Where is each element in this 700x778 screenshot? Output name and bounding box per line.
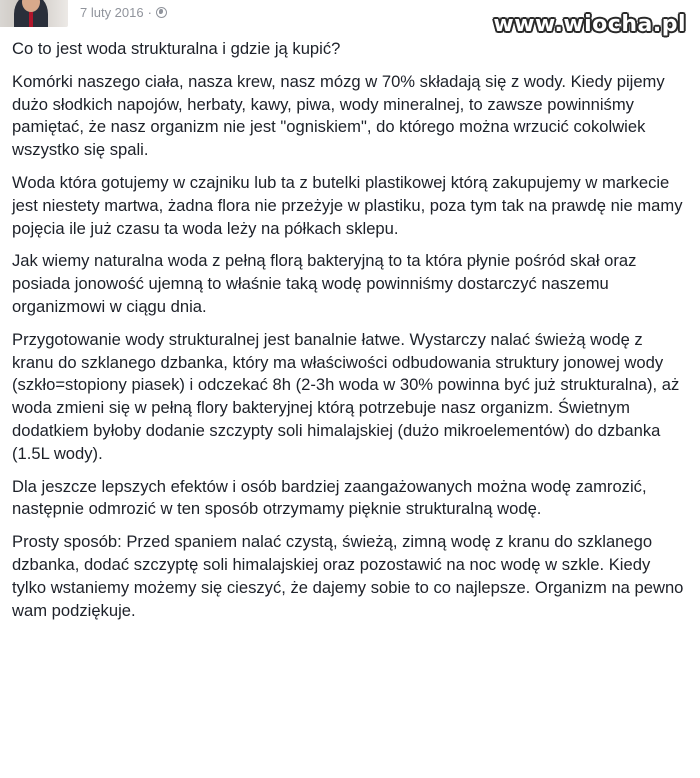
- timestamp-separator: ·: [147, 5, 152, 20]
- avatar-tie: [29, 12, 33, 27]
- post-paragraph: Dla jeszcze lepszych efektów i osób bardziej zaangażowanych można wodę zamrozić, następnie odmrozić w ten sposób otrzymamy pięknie strukturalną wodę.: [12, 476, 647, 519]
- post-paragraph: Przygotowanie wody strukturalnej jest banalnie łatwe. Wystarczy nalać świeżą wodę z kranu do szklanego dzbanka, który ma właściwości odbudowania struktury jonowej wody (szkło=stopiony piasek) i odczekać 8h (2-3h woda w 30% powinna być już strukturalna), aż woda zmieni się w pełną flory bakteryjnej którą potrzebuje nasz organizm. Świetnym dodatkiem byłoby dodanie szczypty soli himalajskiej (dużo mikroelementów) do dzbanka (1.5L wody).: [12, 329, 680, 463]
- avatar[interactable]: [0, 0, 68, 27]
- post-paragraph: Prosty sposób: Przed spaniem nalać czystą, świeżą, zimną wodę z kranu do szklanego dzbanka, dodać szczyptę soli himalajskiej oraz pozostawić na noc wodę w szkle. Kiedy tylko wstaniemy możemy się cieszyć, że dajemy sobie to co najlepsze. Organizm na pewno wam podziękuje.: [12, 532, 684, 620]
- site-watermark: www.wiocha.pl: [493, 12, 686, 37]
- post-timestamp-row: [80, 5, 167, 20]
- post-paragraph: Komórki naszego ciała, nasza krew, nasz mózg w 70% składają się z wody. Kiedy pijemy dużo słodkich napojów, herbaty, kawy, piwa, wody mineralnej, to zawsze powinniśmy pamiętać, że nasz organizm nie jest "ogniskiem", do którego można wrzucić cokolwiek wszystko się spali.: [12, 71, 665, 160]
- post-paragraph: Woda która gotujemy w czajniku lub ta z butelki plastikowej którą zakupujemy w markecie jest niestety martwa, żadna flora nie przeżyje w plastiku, poza tym tak na prawdę nie mamy pojęcia ile już czasu ta woda leży na półkach sklepu.: [12, 172, 683, 238]
- post-paragraph: Jak wiemy naturalna woda z pełną florą bakteryjną to ta która płynie pośród skał oraz posiada jonowość ujemną to właśnie taką wodę powinniśmy dostarczyć naszemu organizmowi w ciągu dnia.: [12, 251, 637, 316]
- post-title: Co to jest woda strukturalna i gdzie ją kupić?: [12, 39, 341, 58]
- post-timestamp[interactable]: 7 luty 2016: [80, 5, 144, 20]
- globe-icon[interactable]: [156, 7, 167, 18]
- post-body: [12, 38, 688, 632]
- post-header: [0, 0, 700, 37]
